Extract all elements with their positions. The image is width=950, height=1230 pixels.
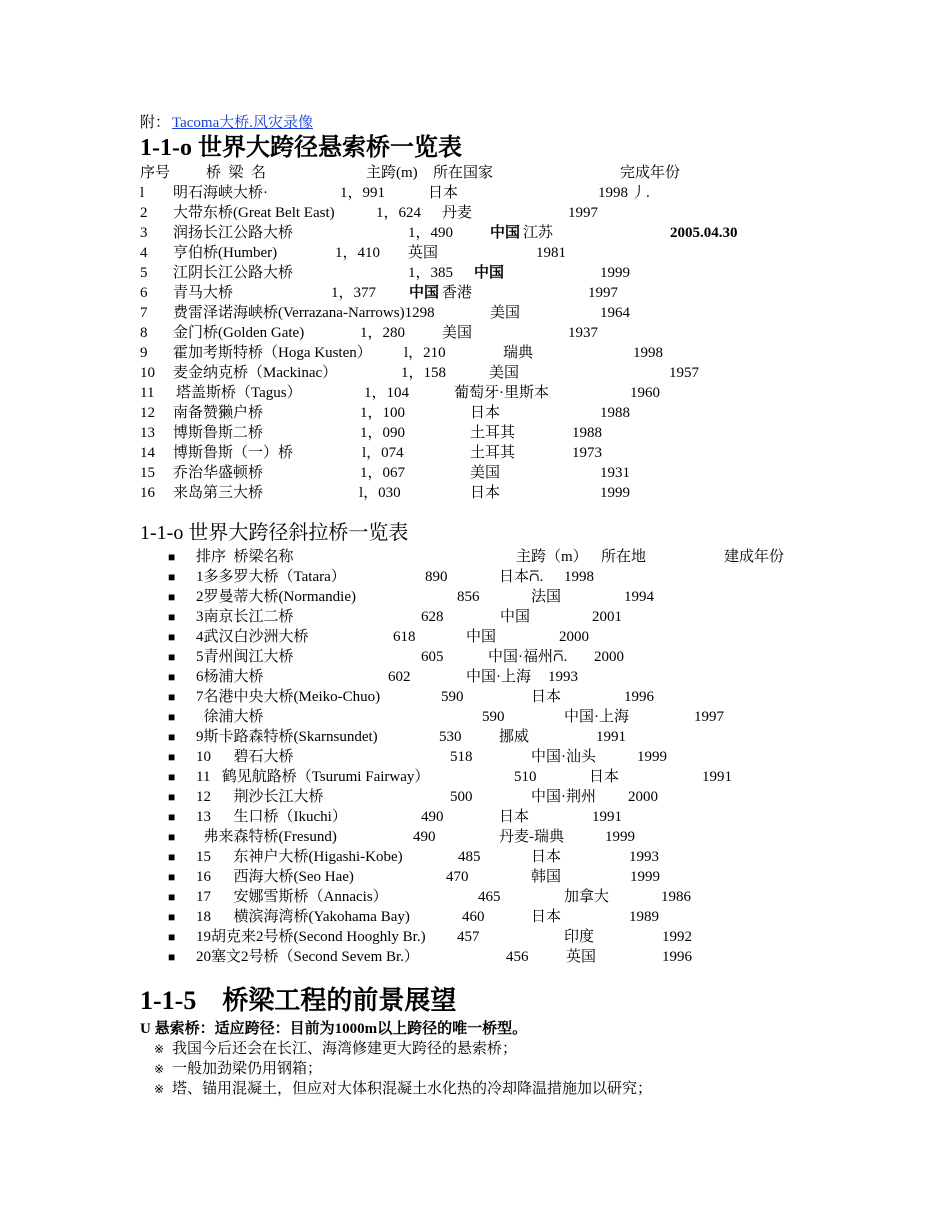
outlook-item-text: 一般加劲梁仍用钢箱；	[172, 1061, 323, 1077]
header-no: 序号	[140, 165, 171, 181]
row-country: 美国	[490, 305, 521, 321]
row-country: 日本	[470, 485, 501, 501]
row-name: 大带东桥(Great Belt East)	[173, 205, 335, 221]
row-span: 1，991	[340, 185, 386, 201]
bullet-icon: ■	[168, 950, 176, 964]
row-span: 1，377	[331, 285, 377, 301]
row-name: 12 荆沙长江大桥	[196, 789, 324, 805]
row-name: 霍加考斯特桥（Hoga Kusten）	[173, 345, 372, 361]
bullet-icon: ■	[168, 750, 176, 764]
row-country: 土耳其	[470, 445, 516, 461]
row-year: 1999	[600, 265, 630, 281]
row-name: 乔治华盛顿桥	[173, 465, 264, 481]
row-place: 中国	[466, 629, 497, 645]
row-place: 英国	[566, 949, 597, 965]
row-place: 法国	[531, 589, 562, 605]
row-year: 1964	[600, 305, 630, 321]
row-name: 亨伯桥(Humber)	[173, 245, 278, 261]
row-country: 美国	[489, 365, 520, 381]
bullet-icon: ■	[168, 770, 176, 784]
row-span: 485	[458, 849, 481, 865]
row-country: 土耳其	[470, 425, 516, 441]
row-year: 1998	[598, 185, 628, 201]
row-span: 470	[446, 869, 469, 885]
cable-table-title: 1-1-o 世界大跨径斜拉桥一览表	[140, 522, 409, 544]
row-name: 15 东神户大桥(Higashi-Kobe)	[196, 849, 403, 865]
row-year: 1991	[592, 809, 622, 825]
row-no: 4	[140, 245, 148, 261]
row-year: 1997	[568, 205, 598, 221]
row-place: 中国·上海	[564, 709, 629, 725]
row-span: l，210	[404, 345, 446, 361]
row-country: 丹麦	[442, 205, 473, 221]
bullet-icon: ■	[168, 790, 176, 804]
row-place: 中国·上海	[466, 669, 531, 685]
row-country: 英国	[408, 245, 439, 261]
header-year: 建成年份	[724, 549, 785, 565]
row-year: 1989	[629, 909, 659, 925]
row-country: 日本	[470, 405, 501, 421]
row-span: 465	[478, 889, 501, 905]
header-country: 所在国家	[433, 165, 494, 181]
bullet-icon: ■	[168, 890, 176, 904]
row-span: 1，158	[401, 365, 447, 381]
header-name: 桥 梁 名	[206, 165, 267, 181]
row-year: 1960	[630, 385, 660, 401]
row-no: 8	[140, 325, 148, 341]
row-no: 12	[140, 405, 155, 421]
row-year: 1988	[600, 405, 630, 421]
row-span: 1，104	[364, 385, 410, 401]
row-year: 1992	[662, 929, 692, 945]
bullet-icon: ■	[168, 570, 176, 584]
row-no: 3	[140, 225, 148, 241]
row-year: 1988	[572, 425, 602, 441]
row-name: 青马大桥	[173, 285, 234, 301]
bullet-icon: ■	[168, 710, 176, 724]
row-span: 1，410	[335, 245, 381, 261]
row-place: 丹麦-瑞典	[499, 829, 564, 845]
row-name: 13 生口桥（Ikuchi）	[196, 809, 347, 825]
row-span: 605	[421, 649, 444, 665]
bullet-icon: ■	[168, 670, 176, 684]
row-country: 美国	[442, 325, 473, 341]
bullet-icon: ■	[168, 810, 176, 824]
row-year: 1991	[596, 729, 626, 745]
row-place: 加拿大	[564, 889, 610, 905]
row-place: 日本	[531, 909, 562, 925]
row-country-bold: 中国	[474, 265, 505, 281]
row-country: 香港	[442, 285, 473, 301]
outlook-heading: 1-1-5 桥梁工程的前景展望	[140, 986, 457, 1015]
row-span: 460	[462, 909, 485, 925]
row-name: 18 横滨海湾桥(Yakohama Bay)	[196, 909, 410, 925]
row-year: 1999	[600, 485, 630, 501]
row-country: 美国	[470, 465, 501, 481]
row-note: 丿.	[631, 185, 650, 201]
row-no: 6	[140, 285, 148, 301]
row-place: 中国·荆州	[531, 789, 596, 805]
row-name: 弗来森特桥(Fresund)	[196, 829, 337, 845]
row-name: 徐浦大桥	[196, 709, 264, 725]
row-country: 日本	[428, 185, 459, 201]
row-name: 6杨浦大桥	[196, 669, 264, 685]
row-name: 19胡克来2号桥(Second Hooghly Br.)	[196, 929, 426, 945]
row-name: 10 碧石大桥	[196, 749, 294, 765]
row-name: 17 安娜雪斯桥（Annacis）	[196, 889, 388, 905]
row-span: 590	[441, 689, 464, 705]
row-span: 456	[506, 949, 529, 965]
row-year: 2000	[628, 789, 658, 805]
row-no: 7	[140, 305, 148, 321]
row-span: 1，100	[360, 405, 406, 421]
row-no: 11	[140, 385, 155, 401]
reference-mark-icon: ※	[154, 1042, 165, 1056]
row-year: 1991	[702, 769, 732, 785]
outlook-item-text: 塔、锚用混凝土，但应对大体积混凝土水化热的冷却降温措施加以研究；	[172, 1081, 653, 1097]
suspension-table-title: 1-1-o 世界大跨径悬索桥一览表	[140, 135, 462, 161]
row-name: 5青州闽江大桥	[196, 649, 294, 665]
row-span: 602	[388, 669, 411, 685]
row-span: 1，385	[408, 265, 454, 281]
row-span: 890	[425, 569, 448, 585]
bullet-icon: ■	[168, 630, 176, 644]
header-place: 所在地	[601, 549, 647, 565]
row-name: 11 鹤见航路桥（Tsurumi Fairway）	[196, 769, 430, 785]
row-year: 1997	[588, 285, 618, 301]
row-no: 5	[140, 265, 148, 281]
bullet-icon: ■	[168, 550, 176, 564]
row-name: 塔盖斯桥（Tagus）	[176, 385, 302, 401]
row-name: 20塞文2号桥（Second Sevem Br.）	[196, 949, 419, 965]
row-year: 1999	[637, 749, 667, 765]
row-name: 南备赞獭户桥	[173, 405, 264, 421]
header-span: 主跨(m)	[366, 165, 418, 181]
bullet-icon: ■	[168, 870, 176, 884]
row-place: 中国·福州⩃.	[488, 649, 568, 665]
row-country: 葡萄牙·里斯本	[454, 385, 549, 401]
row-place: 中国·汕头	[531, 749, 596, 765]
row-span: 530	[439, 729, 462, 745]
row-year: 1957	[669, 365, 699, 381]
row-place: 日本	[499, 809, 530, 825]
header-span: 主跨（m）	[516, 549, 588, 565]
row-span: 590	[482, 709, 505, 725]
row-span: 1，090	[360, 425, 406, 441]
row-place: 日本	[589, 769, 620, 785]
suspension-table-header	[140, 163, 681, 183]
row-span: 856	[457, 589, 480, 605]
row-no: 13	[140, 425, 155, 441]
row-no: 14	[140, 445, 155, 461]
row-year: 1996	[662, 949, 692, 965]
row-span: 490	[421, 809, 444, 825]
tacoma-video-link[interactable]: Tacoma大桥.风灾录像	[172, 115, 314, 131]
row-year: 1993	[548, 669, 578, 685]
row-country-bold: 中国	[409, 285, 440, 301]
row-country-bold: 中国	[490, 225, 521, 241]
row-year: 2000	[594, 649, 624, 665]
row-name: 润扬长江公路大桥	[173, 225, 294, 241]
row-year: 1986	[661, 889, 691, 905]
row-span: l，030	[359, 485, 401, 501]
row-place: 日本⩃.	[499, 569, 544, 585]
row-place: 日本	[531, 689, 562, 705]
row-name: 麦金纳克桥（Mackinac）	[173, 365, 338, 381]
row-year: 1993	[629, 849, 659, 865]
row-name: 4武汉白沙洲大桥	[196, 629, 309, 645]
row-span: 1，067	[360, 465, 406, 481]
row-no: 10	[140, 365, 155, 381]
row-year: 1998	[564, 569, 594, 585]
row-place: 中国	[500, 609, 531, 625]
row-year: 1996	[624, 689, 654, 705]
row-name: 2罗曼蒂大桥(Normandie)	[196, 589, 356, 605]
row-country: 江苏	[523, 225, 554, 241]
row-place: 日本	[531, 849, 562, 865]
row-span: l，074	[362, 445, 404, 461]
bullet-icon: ■	[168, 830, 176, 844]
row-place: 挪威	[499, 729, 530, 745]
bullet-icon: ■	[168, 850, 176, 864]
bullet-icon: ■	[168, 650, 176, 664]
row-name: 明石海峡大桥·	[173, 185, 268, 201]
row-no: l	[140, 185, 145, 201]
bullet-icon: ■	[168, 590, 176, 604]
row-span: 510	[514, 769, 537, 785]
bullet-icon: ■	[168, 690, 176, 704]
reference-mark-icon: ※	[154, 1082, 165, 1096]
row-no: 15	[140, 465, 155, 481]
row-no: 9	[140, 345, 148, 361]
header-name: 排序 桥梁名称	[196, 549, 294, 565]
row-name: 金门桥(Golden Gate)	[173, 325, 305, 341]
outlook-lead: U 悬索桥：适应跨径：目前为1000m以上跨径的唯一桥型。	[140, 1021, 528, 1037]
row-name: 7名港中央大桥(Meiko-Chuo)	[196, 689, 381, 705]
row-span: 518	[450, 749, 473, 765]
row-place: 印度	[564, 929, 595, 945]
row-span: 628	[421, 609, 444, 625]
row-no: 2	[140, 205, 148, 221]
row-name: 博斯鲁斯二桥	[173, 425, 264, 441]
row-span: 1，624	[376, 205, 422, 221]
bullet-icon: ■	[168, 610, 176, 624]
row-name: 3南京长江二桥	[196, 609, 294, 625]
row-place: 韩国	[531, 869, 562, 885]
row-year: 1994	[624, 589, 654, 605]
row-span: 1，280	[360, 325, 406, 341]
row-name: 江阴长江公路大桥	[173, 265, 294, 281]
row-name: 费雷泽诺海峡桥(Verrazana-Narrows)1298	[173, 305, 435, 321]
row-name: 来岛第三大桥	[173, 485, 264, 501]
attachment-line	[140, 113, 314, 133]
row-year: 2001	[592, 609, 622, 625]
row-year: 2000	[559, 629, 589, 645]
bullet-icon: ■	[168, 910, 176, 924]
row-span: 1，490	[408, 225, 454, 241]
row-year: 1998	[633, 345, 663, 361]
row-name: 9斯卡路森特桥(Skarnsundet)	[196, 729, 378, 745]
row-no: 16	[140, 485, 155, 501]
row-span: 457	[457, 929, 480, 945]
row-span: 500	[450, 789, 473, 805]
bullet-icon: ■	[168, 730, 176, 744]
row-year: 1931	[600, 465, 630, 481]
header-year: 完成年份	[620, 165, 681, 181]
row-year: 2005.04.30	[670, 225, 738, 241]
row-country: 瑞典	[503, 345, 534, 361]
reference-mark-icon: ※	[154, 1062, 165, 1076]
attachment-prefix: 附：	[140, 115, 171, 131]
bullet-icon: ■	[168, 930, 176, 944]
row-span: 618	[393, 629, 416, 645]
row-name: 博斯鲁斯（一）桥	[173, 445, 294, 461]
row-year: 1999	[630, 869, 660, 885]
outlook-item-text: 我国今后还会在长江、海湾修建更大跨径的悬索桥；	[172, 1041, 518, 1057]
row-year: 1973	[572, 445, 602, 461]
row-name: 1多多罗大桥（Tatara）	[196, 569, 346, 585]
row-year: 1999	[605, 829, 635, 845]
row-span: 490	[413, 829, 436, 845]
row-year: 1981	[536, 245, 566, 261]
row-year: 1937	[568, 325, 598, 341]
row-year: 1997	[694, 709, 724, 725]
row-name: 16 西海大桥(Seo Hae)	[196, 869, 354, 885]
cable-table-header	[168, 547, 785, 567]
